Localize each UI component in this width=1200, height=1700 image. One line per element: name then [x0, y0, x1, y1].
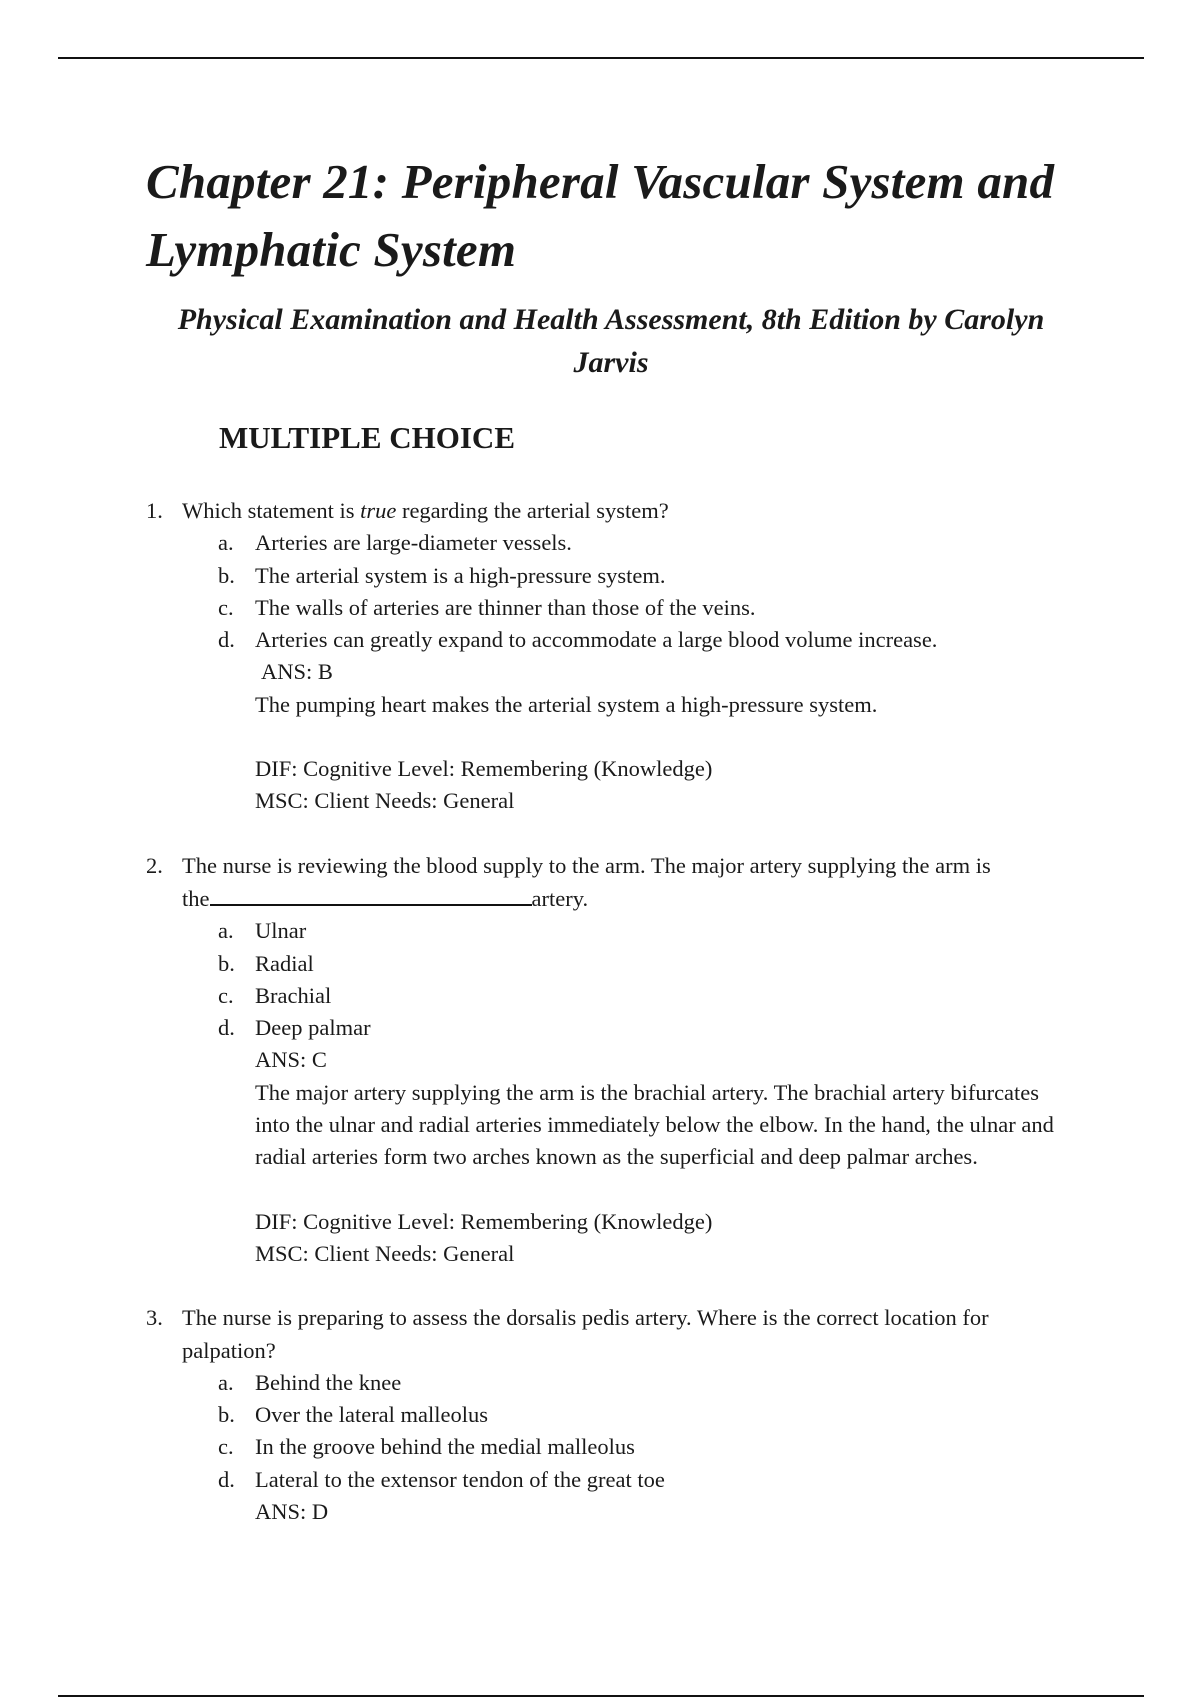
option-c: c. Brachial — [218, 982, 332, 1008]
option-b: b. Over the lateral malleolus — [218, 1402, 489, 1428]
answer-key: ANS: D — [255, 1499, 329, 1525]
book-subtitle: Physical Examination and Health Assessment, 8th Edition by Carolyn Jarvis — [177, 303, 1045, 379]
answer-options — [182, 527, 1076, 656]
question-list — [146, 495, 1076, 1528]
question-number: 2. — [146, 852, 163, 878]
client-needs: MSC: Client Needs: General — [255, 1240, 515, 1266]
option-c: c. In the groove behind the medial malleolus — [218, 1434, 635, 1460]
client-needs: MSC: Client Needs: General — [255, 788, 515, 814]
answer-options — [182, 1367, 1076, 1496]
option-c: c. The walls of arteries are thinner than those of the veins. — [218, 594, 756, 620]
question-2 — [146, 850, 1076, 1271]
bottom-rule — [58, 1695, 1144, 1697]
answer-key: ANS: C — [255, 1047, 327, 1073]
chapter-title: Chapter 21: Peripheral Vascular System and Lymphatic System — [146, 154, 1055, 277]
answer-block — [182, 656, 1076, 817]
option-d: d. Deep palmar — [218, 1015, 371, 1041]
answer-block — [182, 1496, 1076, 1528]
answer-block — [182, 1044, 1076, 1270]
stem-emphasis: true — [360, 498, 397, 523]
question-1 — [146, 495, 1076, 818]
rationale: The major artery supplying the arm is the brachial artery. The brachial artery bifurcates into the ulnar and radial arteries immediately below the elbow. In the hand, the ulnar and radial arteries form two arches known as the superficial and deep palmar arches. — [255, 1079, 1054, 1170]
question-stem: The nurse is reviewing the blood supply to the arm. The major artery supplying the arm is the artery. — [182, 852, 991, 911]
difficulty-level: DIF: Cognitive Level: Remembering (Knowledge) — [255, 756, 713, 782]
top-rule — [58, 57, 1144, 59]
question-number: 3. — [146, 1305, 163, 1331]
option-a: a. Arteries are large-diameter vessels. — [218, 530, 572, 556]
option-b: b. The arterial system is a high-pressure system. — [218, 562, 666, 588]
fill-in-blank — [210, 882, 532, 906]
section-heading: MULTIPLE CHOICE — [219, 420, 515, 455]
page-content — [146, 148, 1076, 1560]
option-d: d. Lateral to the extensor tendon of the great toe — [218, 1466, 665, 1492]
rationale: The pumping heart makes the arterial system a high-pressure system. — [255, 691, 878, 717]
option-a: a. Ulnar — [218, 918, 307, 944]
question-stem: The nurse is preparing to assess the dorsalis pedis artery. Where is the correct location for palpation? — [182, 1305, 989, 1363]
question-stem: Which statement is true regarding the arterial system? — [182, 498, 669, 523]
option-a: a. Behind the knee — [218, 1369, 402, 1395]
question-number: 1. — [146, 498, 163, 523]
option-b: b. Radial — [218, 950, 314, 976]
answer-key: ANS: B — [261, 659, 333, 685]
question-3 — [146, 1302, 1076, 1528]
option-d: d. Arteries can greatly expand to accommodate a large blood volume increase. — [218, 627, 938, 653]
answer-options — [182, 915, 1076, 1044]
difficulty-level: DIF: Cognitive Level: Remembering (Knowledge) — [255, 1208, 713, 1234]
